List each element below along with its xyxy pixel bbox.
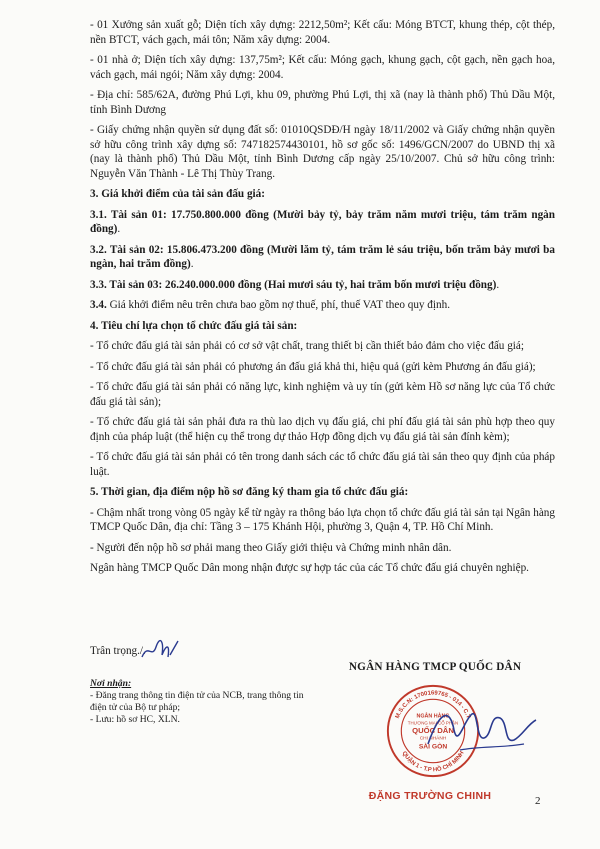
price-item-label: 3.2. Tài sản 02: [90,243,167,256]
body-paragraph: - 01 nhà ở; Diện tích xây dựng: 137,75m²; Kết cấu: Móng gạch, khung gạch, cột gạch, nền gạch hoa, vách gạch, mái ngói; Năm xây dựng: 2004. [90,54,555,81]
section-heading: 3. Giá khởi điểm của tài sản đấu giá: [90,188,265,200]
signer-name: ĐẶNG TRƯỜNG CHINH [368,790,492,802]
body-paragraph: - Người đến nộp hồ sơ phải mang theo Giấy giới thiệu và Chứng minh nhân dân. [90,541,452,554]
price-item-tail: . [496,278,500,291]
body-paragraph: - Địa chỉ: 585/62A, đường Phú Lợi, khu 09, phường Phú Lợi, thị xã (nay là thành phố) Thủ Dầu Một, tỉnh Bình Dương [90,89,555,116]
price-item [90,298,555,313]
price-item-tail: Giá khởi điểm nêu trên chưa bao gồm nợ thuế, phí, thuế VAT theo quy định. [109,299,450,311]
body-paragraph: - Tổ chức đấu giá tài sản phải có năng lực, kinh nghiệm và uy tín (gửi kèm Hồ sơ năng lực của Tổ chức đấu giá tài sản); [90,381,555,408]
section-heading: 4. Tiêu chí lựa chọn tổ chức đấu giá tài sản: [90,319,298,332]
seal-bottom-text: QUẬN 1 - T.P HỒ CHÍ MINH [400,750,466,774]
price-item-label: 3.1. Tài sản 01: [90,208,171,221]
body-paragraph: Ngân hàng TMCP Quốc Dân mong nhận được sự hợp tác của các Tổ chức đấu giá chuyên nghiệp. [90,562,529,574]
body-paragraph: - Tổ chức đấu giá tài sản phải có tên trong danh sách các tổ chức đấu giá tài sản theo quy định của pháp luật. [90,451,555,478]
body-paragraph: - Chậm nhất trong vòng 05 ngày kể từ ngày ra thông báo lựa chọn tổ chức đấu giá tài sản tại Ngân hàng TMCP Quốc Dân, địa chỉ: Tầng 3 – 175 Khánh Hội, phường 3, Quận 4, TP. Hồ Chí Minh. [90,506,555,533]
price-item-label: 3.3. Tài sản 03: [90,278,166,291]
signature [420,700,540,760]
seal-outer-text: M.S.C.N: 1700169765 - 014 - C.T [394,690,472,720]
price-item-tail: . [117,223,121,235]
seal-line: CHI NHÁNH [419,736,447,742]
recipients-title: Nơi nhận: [90,678,132,689]
body-paragraph: - Giấy chứng nhận quyền sử dụng đất số: 01010QSDĐ/H ngày 18/11/2002 và Giấy chứng nhận quyền sở hữu công trình xây dựng số: 747182574430101, hồ sơ gốc số: 1496/GCN/2007 do UBND thị xã (nay là thành phố) Thủ Dầu Một, tỉnh Bình Dương cấp ngày 25/10/2007. Chủ sở hữu công trình: Nguyễn Văn Thành - Lê Thị Thùy Trang. [90,124,555,180]
price-item-value: 26.240.000.000 đồng (Hai mươi sáu tỷ, hai trăm bốn mươi triệu đồng) [165,278,497,291]
body-paragraph: - Tổ chức đấu giá tài sản phải đưa ra thù lao dịch vụ đấu giá, chi phí đấu giá tài sản phù hợp theo quy định của pháp luật (thể hiện cụ thể trong dự thảo Hợp đồng dịch vụ đấu giá tài sản đính kèm); [90,416,555,443]
seal-line: NGÂN HÀNG [416,713,450,720]
section-heading: 5. Thời gian, địa điểm nộp hồ sơ đăng ký tham gia tổ chức đấu giá: [90,486,409,498]
price-item-tail: . [190,258,194,270]
bank-name: NGÂN HÀNG TMCP QUỐC DÂN [348,661,522,673]
seal-line: THƯƠNG MẠI CỔ PHẦN [407,720,459,726]
body-paragraph: - Tổ chức đấu giá tài sản phải có phương án đấu giá khả thi, hiệu quả (gửi kèm Phương án đấu giá); [90,360,536,373]
recipient-line: - Lưu: hồ sơ HC, XLN. [90,714,180,725]
price-item [90,243,555,272]
price-item [90,208,555,237]
price-item-value: 17.750.800.000 đồng (Mười bảy tỷ, bảy trăm năm mươi triệu, tám trăm ngàn đồng) [90,208,556,235]
body-paragraph: - Tổ chức đấu giá tài sản phải có cơ sở vật chất, trang thiết bị cần thiết bảo đảm cho việc đấu giá; [90,340,524,352]
page-number: 2 [535,795,541,807]
document-body [90,18,555,582]
body-paragraph: - 01 Xưởng sản xuất gỗ; Diện tích xây dựng: 2212,50m²; Kết cấu: Móng BTCT, khung thép, cột thép, nền BTCT, vách gạch, mái tôn; Năm xây dựng: 2004. [90,19,555,46]
seal-line: QUỐC DÂN [412,725,454,735]
price-item [90,278,555,293]
recipients-block [90,678,310,726]
closing-text: Trân trọng./. [90,645,146,657]
price-item-label: 3.4. [90,299,110,311]
initial-scribble [140,637,180,663]
price-item-value: 15.806.473.200 đồng (Mười lăm tỷ, tám trăm lẻ sáu triệu, bốn trăm bảy mươi ba ngàn, hai trăm đồng) [90,243,555,270]
seal-line: SÀI GÒN [418,743,448,751]
recipient-line: - Đăng trang thông tin điện tử của NCB, trang thông tin điện tử của Bộ tư pháp; [90,690,304,713]
